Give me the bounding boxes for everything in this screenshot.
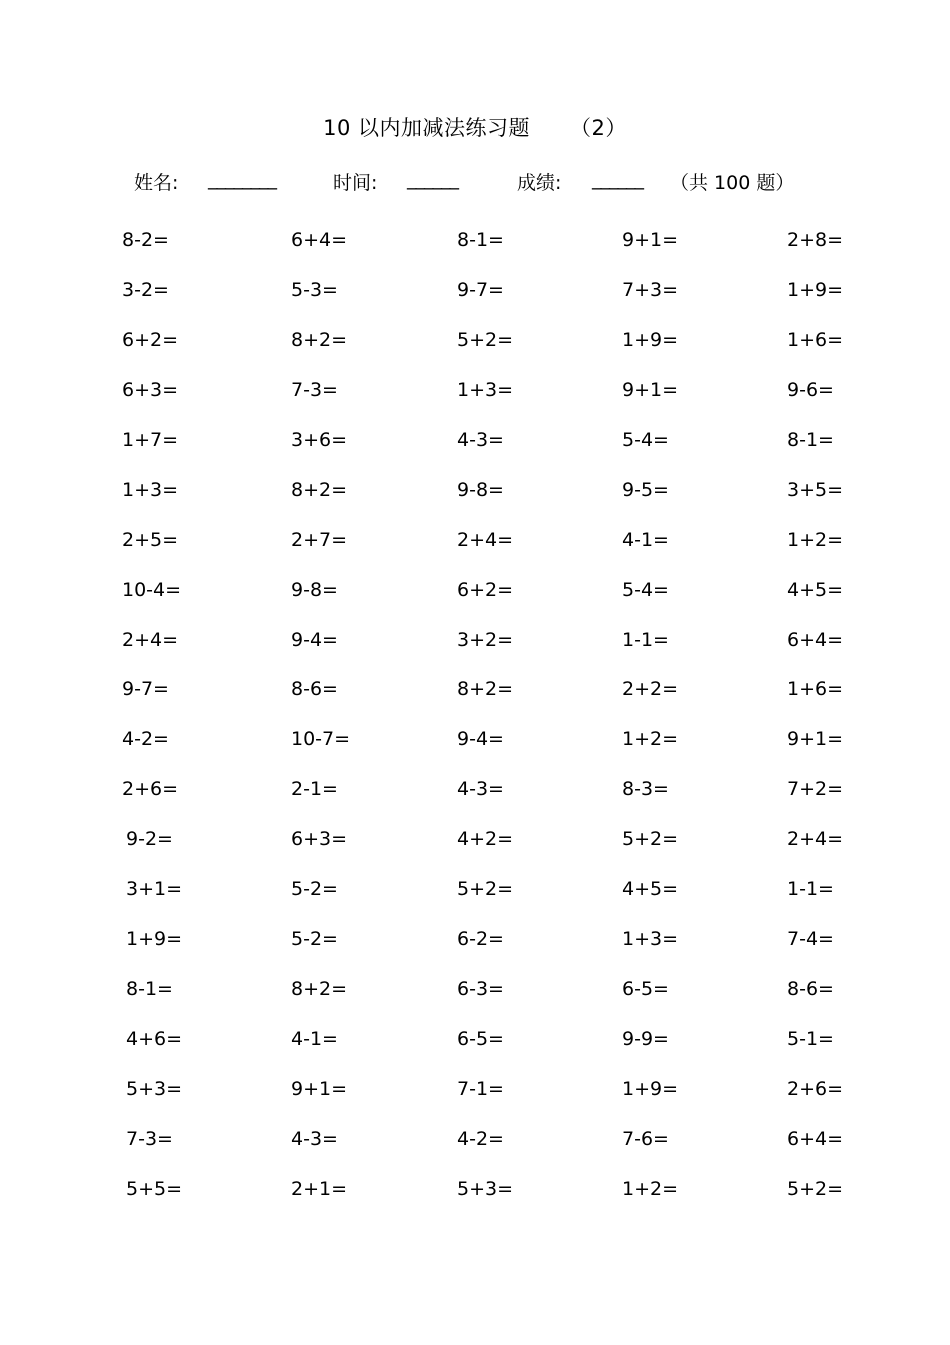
problem-row (122, 229, 852, 279)
problem-item: 2+6= (122, 778, 179, 801)
problem-item: 8+2= (291, 978, 348, 1001)
problem-item: 7-1= (457, 1077, 504, 1100)
problem-item: 2+1= (291, 1177, 348, 1200)
time-label: 时间: (333, 172, 378, 194)
problem-item: 4-2= (122, 728, 169, 751)
problem-item: 2+2= (622, 678, 679, 701)
problem-item: 2+4= (122, 628, 179, 651)
problem-item: 1+7= (122, 428, 179, 451)
total-questions-note: （共 100 题） (670, 172, 795, 194)
problem-item: 9-4= (291, 628, 338, 651)
problem-item: 9+1= (787, 728, 844, 751)
problem-item: 4-3= (291, 1127, 338, 1150)
name-label: 姓名: (134, 172, 179, 194)
problem-item: 9+1= (622, 378, 679, 401)
problem-row (122, 1028, 852, 1078)
problem-item: 5-3= (291, 278, 338, 301)
problem-item: 2+7= (291, 528, 348, 551)
problem-item: 8-2= (122, 229, 169, 251)
problem-item: 6+3= (291, 828, 348, 851)
problem-item: 4-3= (457, 778, 504, 801)
problem-item: 1-1= (622, 628, 669, 651)
problem-item: 7+3= (622, 278, 679, 301)
problem-item: 9+1= (291, 1077, 348, 1100)
problem-row (122, 379, 852, 429)
problem-row (122, 978, 852, 1028)
problem-item: 3+5= (787, 478, 844, 501)
problem-row (122, 928, 852, 978)
problem-item: 7-3= (126, 1127, 173, 1150)
problem-item: 5-1= (787, 1028, 834, 1050)
problem-item: 2+5= (122, 528, 179, 551)
problem-item: 10-7= (291, 728, 351, 751)
problem-item: 8+2= (291, 478, 348, 501)
problem-item: 6+4= (787, 628, 844, 651)
problem-item: 4-3= (457, 428, 504, 451)
problem-item: 3-2= (122, 278, 169, 301)
problem-item: 1+9= (622, 1077, 679, 1100)
worksheet-title (0, 112, 950, 142)
problem-item: 9-8= (457, 478, 504, 501)
problem-item: 6+2= (457, 578, 514, 601)
problem-item: 1+9= (126, 928, 183, 951)
problem-item: 1+6= (787, 678, 844, 701)
problem-row (122, 529, 852, 579)
problem-row (122, 678, 852, 728)
problem-item: 9-9= (622, 1028, 669, 1050)
problem-item: 3+6= (291, 428, 348, 451)
problem-item: 4-1= (622, 528, 669, 551)
problem-item: 7-4= (787, 928, 834, 951)
problem-item: 6-5= (457, 1028, 504, 1050)
problem-item: 1+6= (787, 328, 844, 351)
time-blank[interactable]: ______ (407, 168, 458, 190)
problem-item: 5-4= (622, 428, 669, 451)
problem-item: 6+3= (122, 378, 179, 401)
problem-row (122, 629, 852, 679)
problem-item: 1+2= (622, 1177, 679, 1200)
problem-row (122, 1078, 852, 1128)
problem-item: 1+2= (622, 728, 679, 751)
problem-item: 5+2= (622, 828, 679, 851)
problem-item: 1+3= (122, 478, 179, 501)
name-blank[interactable]: ________ (208, 168, 276, 190)
problem-item: 10-4= (122, 578, 182, 601)
problem-item: 7-3= (291, 378, 338, 401)
problem-row (122, 579, 852, 629)
problem-item: 9-4= (457, 728, 504, 751)
worksheet-number: （2） (570, 116, 627, 140)
problem-item: 8-1= (457, 229, 504, 251)
problem-row (122, 728, 852, 778)
problem-item: 1+3= (457, 378, 514, 401)
problem-item: 5-4= (622, 578, 669, 601)
problem-grid (122, 229, 852, 1228)
problem-item: 7-6= (622, 1127, 669, 1150)
problem-item: 6+4= (291, 229, 348, 251)
problem-item: 9-6= (787, 378, 834, 401)
student-info-row (0, 168, 950, 198)
problem-item: 6-5= (622, 978, 669, 1001)
problem-item: 9-2= (126, 828, 173, 851)
problem-item: 4+5= (787, 578, 844, 601)
problem-item: 6+4= (787, 1127, 844, 1150)
problem-row (122, 778, 852, 828)
problem-item: 1-1= (787, 878, 834, 901)
problem-item: 8+2= (291, 328, 348, 351)
problem-item: 8-1= (126, 978, 173, 1001)
problem-item: 2+8= (787, 229, 844, 251)
problem-item: 8-1= (787, 428, 834, 451)
problem-item: 2+4= (787, 828, 844, 851)
problem-item: 3+2= (457, 628, 514, 651)
worksheet-title-text: 10 以内加减法练习题 (323, 116, 531, 140)
problem-row (122, 1178, 852, 1228)
problem-item: 2+6= (787, 1077, 844, 1100)
problem-item: 5+3= (126, 1077, 183, 1100)
problem-item: 4+6= (126, 1028, 183, 1050)
problem-row (122, 329, 852, 379)
problem-item: 8-6= (291, 678, 338, 701)
problem-item: 1+3= (622, 928, 679, 951)
problem-item: 4-2= (457, 1127, 504, 1150)
problem-item: 2+4= (457, 528, 514, 551)
problem-item: 9-5= (622, 478, 669, 501)
problem-item: 9-8= (291, 578, 338, 601)
problem-item: 5-2= (291, 878, 338, 901)
score-blank[interactable]: ______ (592, 168, 643, 190)
problem-item: 5-2= (291, 928, 338, 951)
problem-item: 9+1= (622, 229, 679, 251)
problem-row (122, 828, 852, 878)
problem-item: 6-2= (457, 928, 504, 951)
problem-item: 9-7= (457, 278, 504, 301)
problem-item: 5+2= (787, 1177, 844, 1200)
problem-item: 4+2= (457, 828, 514, 851)
problem-item: 5+5= (126, 1177, 183, 1200)
score-label: 成绩: (517, 172, 562, 194)
problem-item: 8-6= (787, 978, 834, 1001)
problem-item: 3+1= (126, 878, 183, 901)
problem-item: 5+2= (457, 328, 514, 351)
problem-row (122, 429, 852, 479)
problem-item: 4-1= (291, 1028, 338, 1050)
problem-row (122, 878, 852, 928)
problem-row (122, 279, 852, 329)
problem-item: 9-7= (122, 678, 169, 701)
problem-item: 7+2= (787, 778, 844, 801)
problem-item: 6-3= (457, 978, 504, 1001)
problem-item: 5+3= (457, 1177, 514, 1200)
problem-item: 1+9= (787, 278, 844, 301)
problem-row (122, 479, 852, 529)
problem-item: 6+2= (122, 328, 179, 351)
problem-item: 8-3= (622, 778, 669, 801)
problem-item: 1+9= (622, 328, 679, 351)
problem-item: 1+2= (787, 528, 844, 551)
problem-row (122, 1128, 852, 1178)
problem-item: 2-1= (291, 778, 338, 801)
problem-item: 5+2= (457, 878, 514, 901)
problem-item: 4+5= (622, 878, 679, 901)
problem-item: 8+2= (457, 678, 514, 701)
